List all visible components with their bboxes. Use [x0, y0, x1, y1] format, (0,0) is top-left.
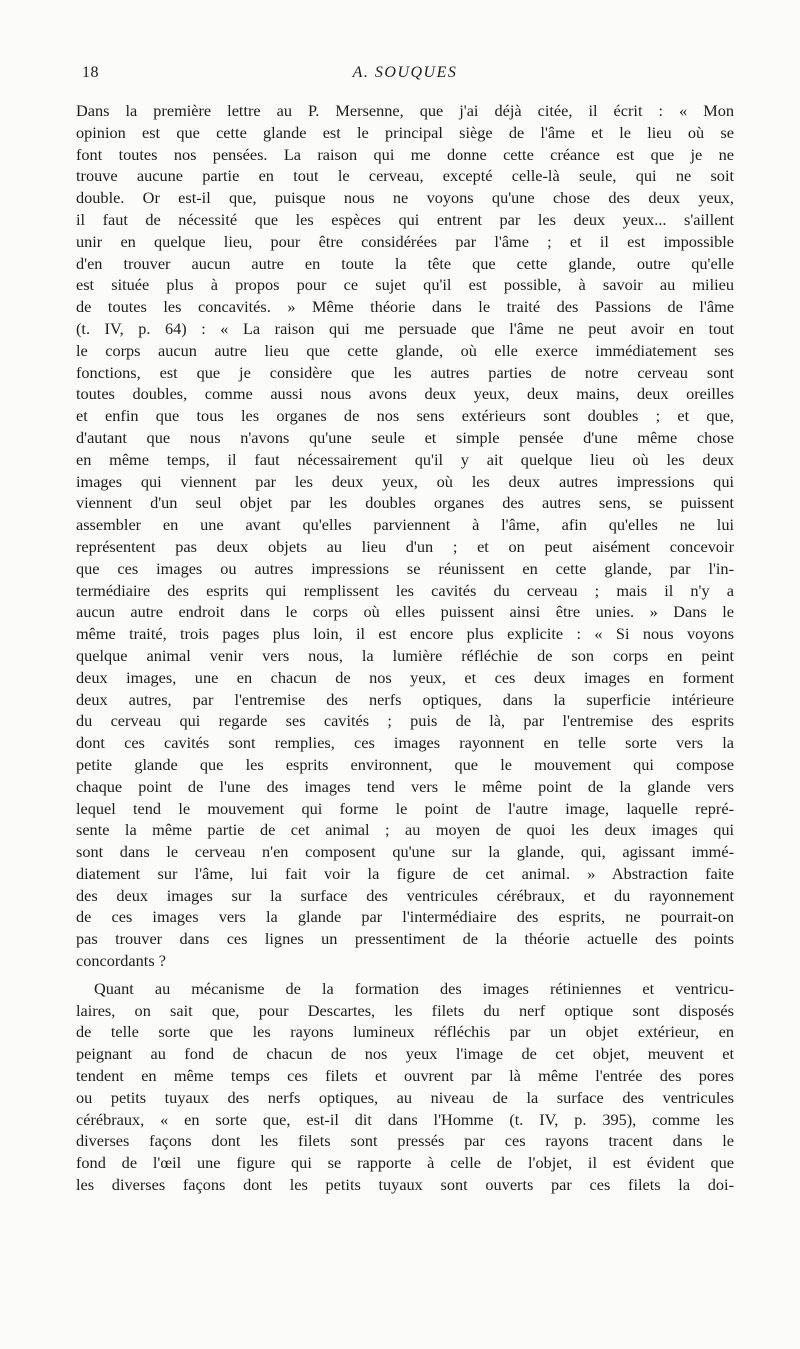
text-line: dont ces cavités sont remplies, ces images rayonnent en telle sorte vers la [76, 733, 734, 753]
text-line: Quant au mécanisme de la formation des images rétiniennes et ventricu- [94, 978, 734, 998]
text-line: d'en trouver aucun autre en toute la tête que cette glande, outre qu'elle [76, 253, 734, 273]
text-line: images qui viennent par les deux yeux, où les deux autres impressions qui [76, 471, 734, 491]
text-line: chaque point de l'une des images tend vers le même point de la glande vers [76, 776, 734, 796]
text-line: de ces images vers la glande par l'intermédiaire des esprits, ne pourrait-on [76, 907, 734, 927]
text-line: aucun autre endroit dans le corps où elles puissent ainsi être unies. » Dans le [76, 602, 734, 622]
text-line: toutes doubles, comme aussi nous avons deux yeux, deux mains, deux oreilles [76, 384, 734, 404]
text-line: représentent pas deux objets au lieu d'un ; et on peut aisément concevoir [76, 536, 734, 556]
text-line: quelque animal venir vers nous, la lumière réfléchie de son corps en peint [76, 645, 734, 665]
text-line: viennent d'un seul objet par les doubles organes des autres sens, se puissent [76, 493, 734, 513]
text-line: même traité, trois pages plus loin, il est encore plus explicite : « Si nous voyons [76, 624, 734, 644]
text-line: est située plus à propos pour ce sujet qu'il est possible, à savoir au milieu [76, 275, 734, 295]
text-line: peignant au fond de chacun de nos yeux l'image de cet objet, meuvent et [76, 1044, 734, 1064]
body-text [76, 100, 734, 1196]
text-line: de toutes les concavités. » Même théorie dans le traité des Passions de l'âme [76, 297, 734, 317]
text-line: (t. IV, p. 64) : « La raison qui me persuade que l'âme ne peut avoir en tout [76, 318, 734, 338]
text-line: du cerveau qui regarde ses cavités ; puis de là, par l'entremise des esprits [76, 711, 734, 731]
text-line: tendent en même temps ces filets et ouvrent par là même l'entrée des pores [76, 1066, 734, 1086]
text-line: il faut de nécessité que les espèces qui entrent par les deux yeux... s'aillent [76, 209, 734, 229]
text-line: des deux images sur la surface des ventricules cérébraux, et du rayonnement [76, 885, 734, 905]
paragraph [76, 100, 734, 972]
text-line: concordants ? [76, 951, 166, 971]
text-line: fond de l'œil une figure qui se rapporte à celle de l'objet, il est évident que [76, 1153, 734, 1173]
text-line: deux images, une en chacun de nos yeux, et ces deux images en forment [76, 667, 734, 687]
text-line: sont dans le cerveau n'en composent qu'une sur la glande, qui, agissant immé- [76, 842, 734, 862]
text-line: en même temps, il faut nécessairement qu'il y ait quelque lieu où les deux [76, 449, 734, 469]
text-line: les diverses façons dont les petits tuyaux sont ouverts par ces filets la doi- [76, 1175, 734, 1195]
text-line: Dans la première lettre au P. Mersenne, que j'ai déjà citée, il écrit : « Mon [76, 101, 734, 120]
text-line: deux autres, par l'entremise des nerfs optiques, dans la superficie intérieure [76, 689, 734, 709]
text-line: et enfin que tous les organes de nos sens extérieurs sont doubles ; et que, [76, 406, 734, 426]
text-line: d'autant que nous n'avons qu'une seule et simple pensée d'une même chose [76, 427, 734, 447]
text-line: trouve aucune partie en tout le cerveau, excepté celle-là seule, qui ne soit [76, 166, 734, 186]
text-line: diverses façons dont les filets sont pressés par ces rayons tracent dans le [76, 1131, 734, 1151]
text-line: fonctions, est que je considère que les autres parties de notre cerveau sont [76, 362, 734, 382]
running-head [76, 64, 734, 86]
text-line: unir en quelque lieu, pour être considérées par l'âme ; et il est impossible [76, 231, 734, 251]
text-line: assembler en une avant qu'elles parviennent à l'âme, afin qu'elles ne lui [76, 515, 734, 535]
text-line: que ces images ou autres impressions se réunissent en cette glande, par l'in- [76, 558, 734, 578]
text-line: opinion est que cette glande est le principal siège de l'âme et le lieu où se [76, 122, 734, 142]
text-line: termédiaire des esprits qui remplissent les cavités du cerveau ; mais il n'y a [76, 580, 734, 600]
text-line: diatement sur l'âme, lui fait voir la figure de cet animal. » Abstraction faite [76, 863, 734, 883]
text-line: laires, on sait que, pour Descartes, les filets du nerf optique sont disposés [76, 1000, 734, 1020]
text-line: double. Or est-il que, puisque nous ne voyons qu'une chose des deux yeux, [76, 188, 734, 208]
text-line: sente la même partie de cet animal ; au moyen de quoi les deux images qui [76, 820, 734, 840]
page-number: 18 [82, 64, 99, 81]
text-line: de telle sorte que les rayons lumineux réfléchis par un objet extérieur, en [76, 1022, 734, 1042]
text-line: petite glande que les esprits environnent, que le mouvement qui compose [76, 754, 734, 774]
text-line: cérébraux, « en sorte que, est-il dit dans l'Homme (t. IV, p. 395), comme les [76, 1109, 734, 1129]
running-title: A. SOUQUES [352, 64, 458, 81]
text-line: ou petits tuyaux des nerfs optiques, au niveau de la surface des ventricules [76, 1087, 734, 1107]
text-line: lequel tend le mouvement qui forme le point de l'autre image, laquelle repré- [76, 798, 734, 818]
text-line: le corps aucun autre lieu que cette glande, où elle exerce immédiatement ses [76, 340, 734, 360]
text-line: font toutes nos pensées. La raison qui me donne cette créance est que je ne [76, 144, 734, 164]
text-line: pas trouver dans ces lignes un pressentiment de la théorie actuelle des points [76, 929, 734, 949]
paragraph [76, 978, 734, 1196]
